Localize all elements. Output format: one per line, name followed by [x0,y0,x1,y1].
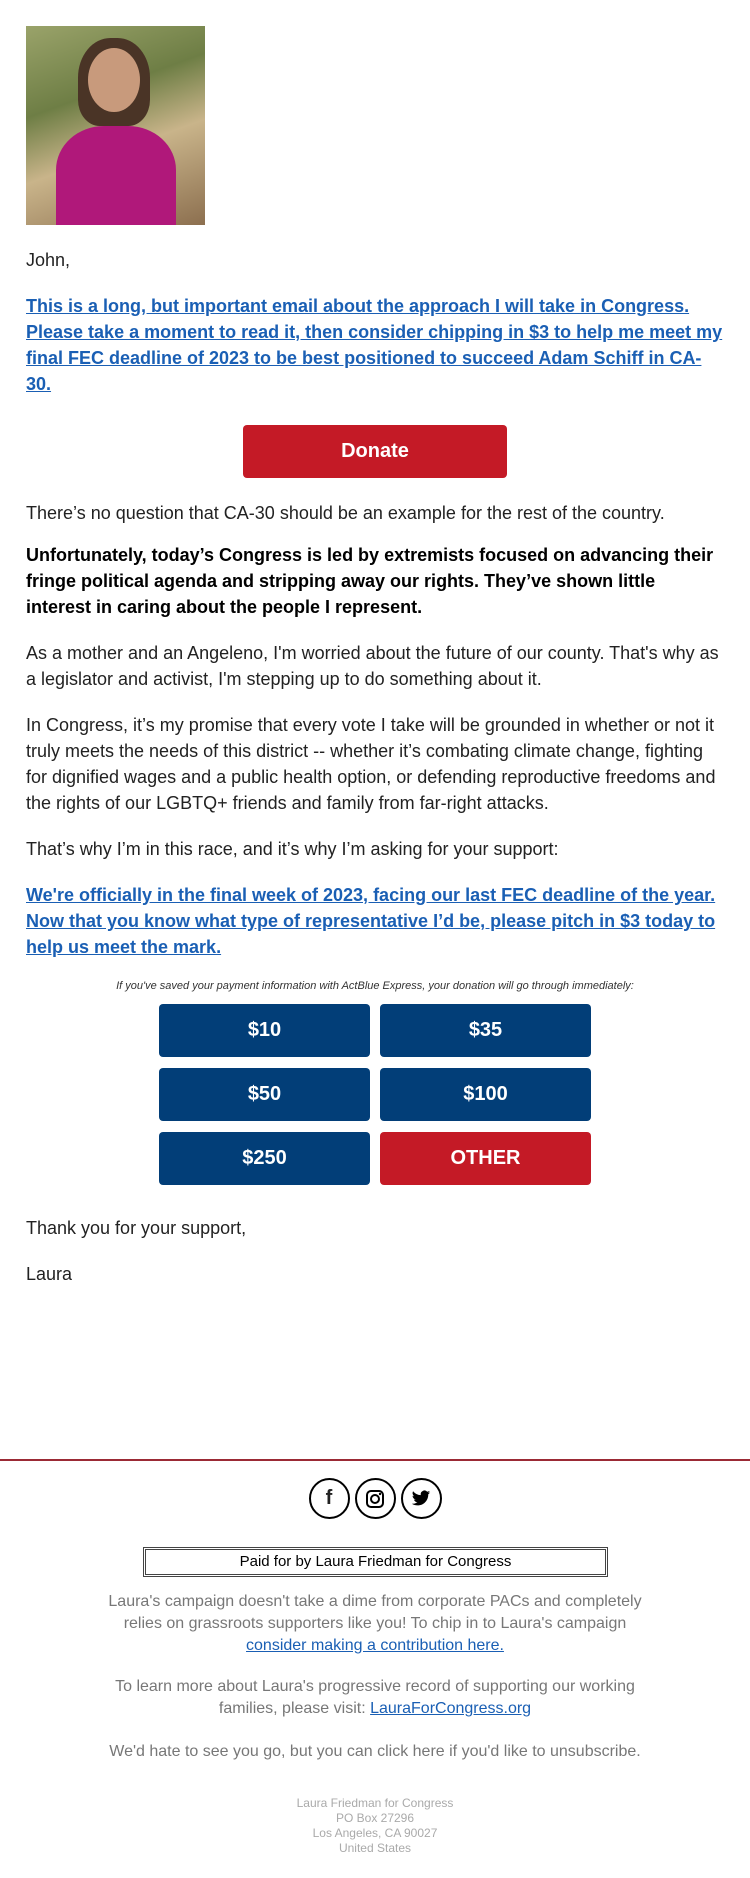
amount-50-button[interactable]: $50 [159,1068,370,1121]
amount-grid [159,1004,591,1185]
signature: Laura [26,1264,73,1284]
address-line: Laura Friedman for Congress [296,1796,454,1810]
facebook-icon[interactable]: f [309,1478,350,1519]
candidate-photo [26,26,205,225]
instagram-icon[interactable] [355,1478,396,1519]
website-link[interactable]: LauraForCongress.org [370,1700,532,1717]
learn-text: To learn more about Laura's progressive record of supporting our working families, please visit: LauraForCongress.org [115,1678,635,1717]
address-line: Los Angeles, CA 90027 [312,1826,438,1840]
donate-button[interactable]: Donate [243,425,507,478]
address-line: PO Box 27296 [335,1811,415,1825]
twitter-icon[interactable] [401,1478,442,1519]
paragraph: There’s no question that CA-30 should be an example for the rest of the country. [26,503,665,523]
amount-100-button[interactable]: $100 [380,1068,591,1121]
final-link[interactable]: We're officially in the final week of 2023, facing our last FEC deadline of the year. Now that you know what type of representative I’d be, please pitch in $3 today to help us meet the mark. [26,885,716,957]
contribution-link[interactable]: consider making a contribution here. [246,1637,504,1654]
greeting: John, [26,250,71,270]
bold-paragraph: Unfortunately, today’s Congress is led by extremists focused on advancing their fringe political agenda and stripping away our rights. They’ve shown little interest in caring about the people I represent. [26,545,714,617]
intro-link[interactable]: This is a long, but important email about the approach I will take in Congress. Please take a moment to read it, then consider chipping in $3 to help me meet my final FEC deadline of 2023 to be best positioned to succeed Adam Schiff in CA-30. [26,296,723,394]
paid-for-disclaimer: Paid for by Laura Friedman for Congress [143,1547,608,1577]
express-note: If you've saved your payment information with ActBlue Express, your donation will go through immediately: [116,980,634,992]
amount-10-button[interactable]: $10 [159,1004,370,1057]
footer-divider [0,1459,750,1461]
amount-35-button[interactable]: $35 [380,1004,591,1057]
signoff: Thank you for your support, [26,1218,247,1238]
paragraph: That’s why I’m in this race, and it’s why I’m asking for your support: [26,839,559,859]
address-line: United States [338,1841,412,1855]
pac-text: Laura's campaign doesn't take a dime from corporate PACs and completely relies on grassroots supporters like you! To chip in to Laura's campaign consider making a contribution here. [108,1593,642,1654]
mailing-address [0,1796,750,1856]
amount-other-button[interactable]: OTHER [380,1132,591,1185]
social-links [0,1478,750,1519]
amount-250-button[interactable]: $250 [159,1132,370,1185]
paragraph: As a mother and an Angeleno, I'm worried about the future of our county. That's why as a legislator and activist, I'm stepping up to do something about it. [26,643,719,689]
paragraph: In Congress, it’s my promise that every vote I take will be grounded in whether or not it truly meets the needs of this district -- whether it’s combating climate change, fighting for dignified wages and a public health option, or defending reproductive freedoms and the rights of our LGBTQ+ friends and family from far-right attacks. [26,715,716,813]
unsubscribe-link[interactable]: We'd hate to see you go, but you can click here if you'd like to unsubscribe. [109,1743,641,1760]
